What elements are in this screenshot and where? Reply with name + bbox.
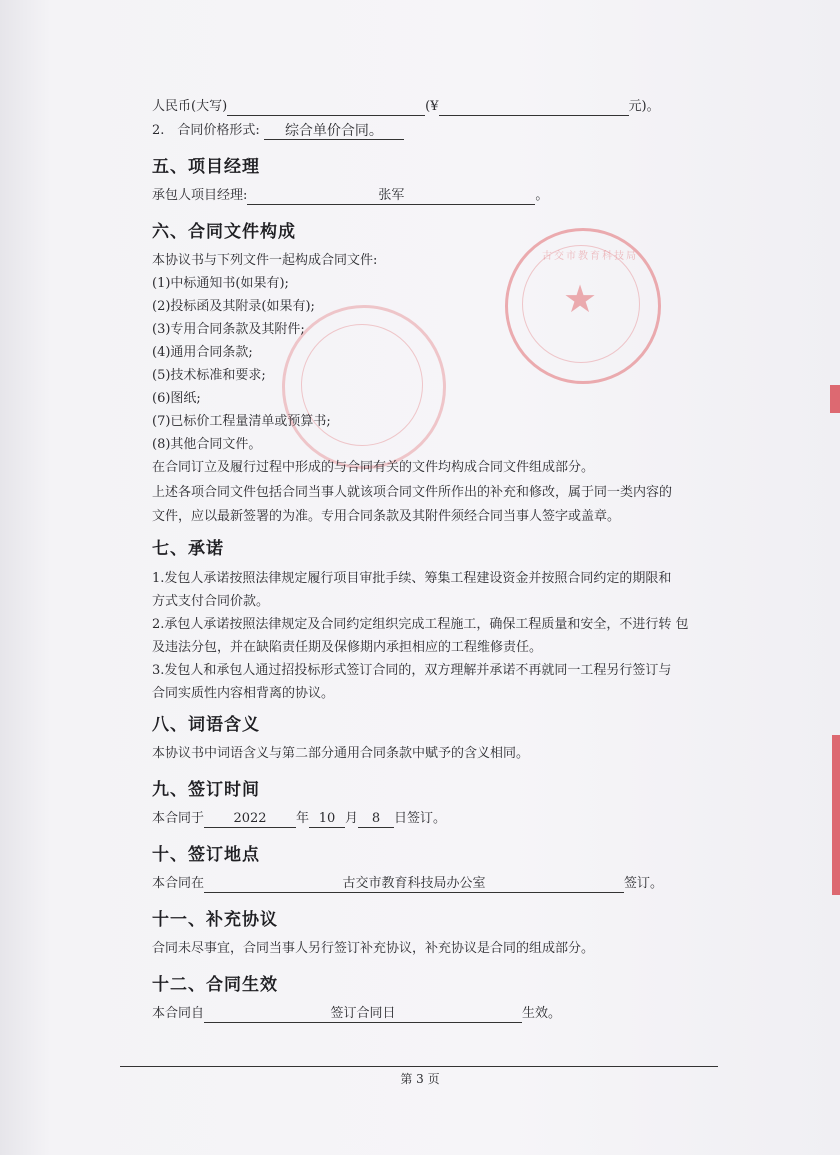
list-item: (1)中标通知书(如果有); [152,276,289,291]
paragraph: 在合同订立及履行过程中形成的与合同有关的文件均构成合同文件组成部分。 [152,460,595,475]
date-year-unit: 年 [296,811,310,826]
yuan-close: 元)。 [628,99,660,114]
paragraph: 1.发包人承诺按照法律规定履行项目审批手续、筹集工程建设资金并按照合同约定的期限和 [152,571,672,586]
date-day: 8 [358,811,394,828]
section-title: 六、合同文件构成 [152,222,296,242]
list-item: (4)通用合同条款; [152,345,253,360]
section-title: 十、签订地点 [152,845,260,865]
paragraph: 合同实质性内容相背离的协议。 [152,686,335,701]
date-day-unit: 日签订。 [394,811,447,826]
date-prefix: 本合同于 [152,811,205,826]
footer-rule [120,1066,718,1067]
effect-line [152,1005,561,1023]
place-prefix: 本合同在 [152,876,205,891]
section-title: 十一、补充协议 [152,910,278,930]
sign-place-line [152,875,663,893]
seal-star-icon: ★ [563,277,598,321]
pm-end: 。 [535,188,549,203]
pm-value: 张军 [247,188,535,205]
place-suffix: 签订。 [624,876,664,891]
paragraph: 2.承包人承诺按照法律规定及合同约定组织完成工程施工，确保工程质量和安全，不进行转 包 [152,617,689,632]
date-month-unit: 月 [345,811,359,826]
price-form-line [152,122,404,140]
right-seal-stamp [505,228,661,384]
paragraph: 及违法分包，并在缺陷责任期及保修期内承担相应的工程维修责任。 [152,640,543,655]
price-upper-line [152,98,660,116]
yen-open: (¥ [425,99,439,114]
section-title: 十二、合同生效 [152,975,278,995]
paragraph: 文件，应以最新签署的为准。专用合同条款及其附件须经合同当事人签字或盖章。 [152,509,621,524]
paragraph: 上述各项合同文件包括合同当事人就该项合同文件所作出的补充和修改，属于同一类内容的 [152,485,673,500]
paragraph: 合同未尽事宜，合同当事人另行签订补充协议，补充协议是合同的组成部分。 [152,941,595,956]
date-year: 2022 [204,811,296,828]
list-item: (6)图纸; [152,391,201,406]
sign-date-line [152,810,446,828]
edge-mark [830,385,840,413]
list-item: (2)投标函及其附录(如果有); [152,299,315,314]
section-title: 九、签订时间 [152,780,260,800]
pm-label: 承包人项目经理: [152,188,248,203]
effect-value: 签订合同日 [204,1006,522,1023]
effect-suffix: 生效。 [522,1006,562,1021]
price-form-label: 2. 合同价格形式: [152,123,260,138]
left-seal-stamp [282,305,446,469]
list-item: (8)其他合同文件。 [152,437,262,452]
list-item: (7)已标价工程量清单或预算书; [152,414,331,429]
paragraph: 本协议书中词语含义与第二部分通用合同条款中赋予的含义相同。 [152,746,530,761]
date-month: 10 [309,811,345,828]
paragraph: 3.发包人和承包人通过招投标形式签订合同的，双方理解并承诺不再就同一工程另行签订与 [152,663,672,678]
section-title: 七、承诺 [152,539,224,559]
rmb-upper-label: 人民币(大写) [152,99,228,114]
section-title: 五、项目经理 [152,157,260,177]
paragraph: 方式支付合同价款。 [152,594,270,609]
list-item: (5)技术标准和要求; [152,368,266,383]
section-title: 八、词语含义 [152,715,260,735]
yen-field [439,99,629,116]
rmb-upper-field [227,99,425,116]
list-item: (3)专用合同条款及其附件; [152,322,305,337]
edge-mark [832,735,840,895]
effect-prefix: 本合同自 [152,1006,205,1021]
seal-text: 古交市教育科技局 [542,251,638,262]
page-number: 第 3 页 [400,1072,440,1086]
pm-line [152,187,548,205]
price-form-value: 综合单价合同。 [264,123,404,140]
place-value: 古交市教育科技局办公室 [204,876,624,893]
docs-intro: 本协议书与下列文件一起构成合同文件: [152,253,378,268]
